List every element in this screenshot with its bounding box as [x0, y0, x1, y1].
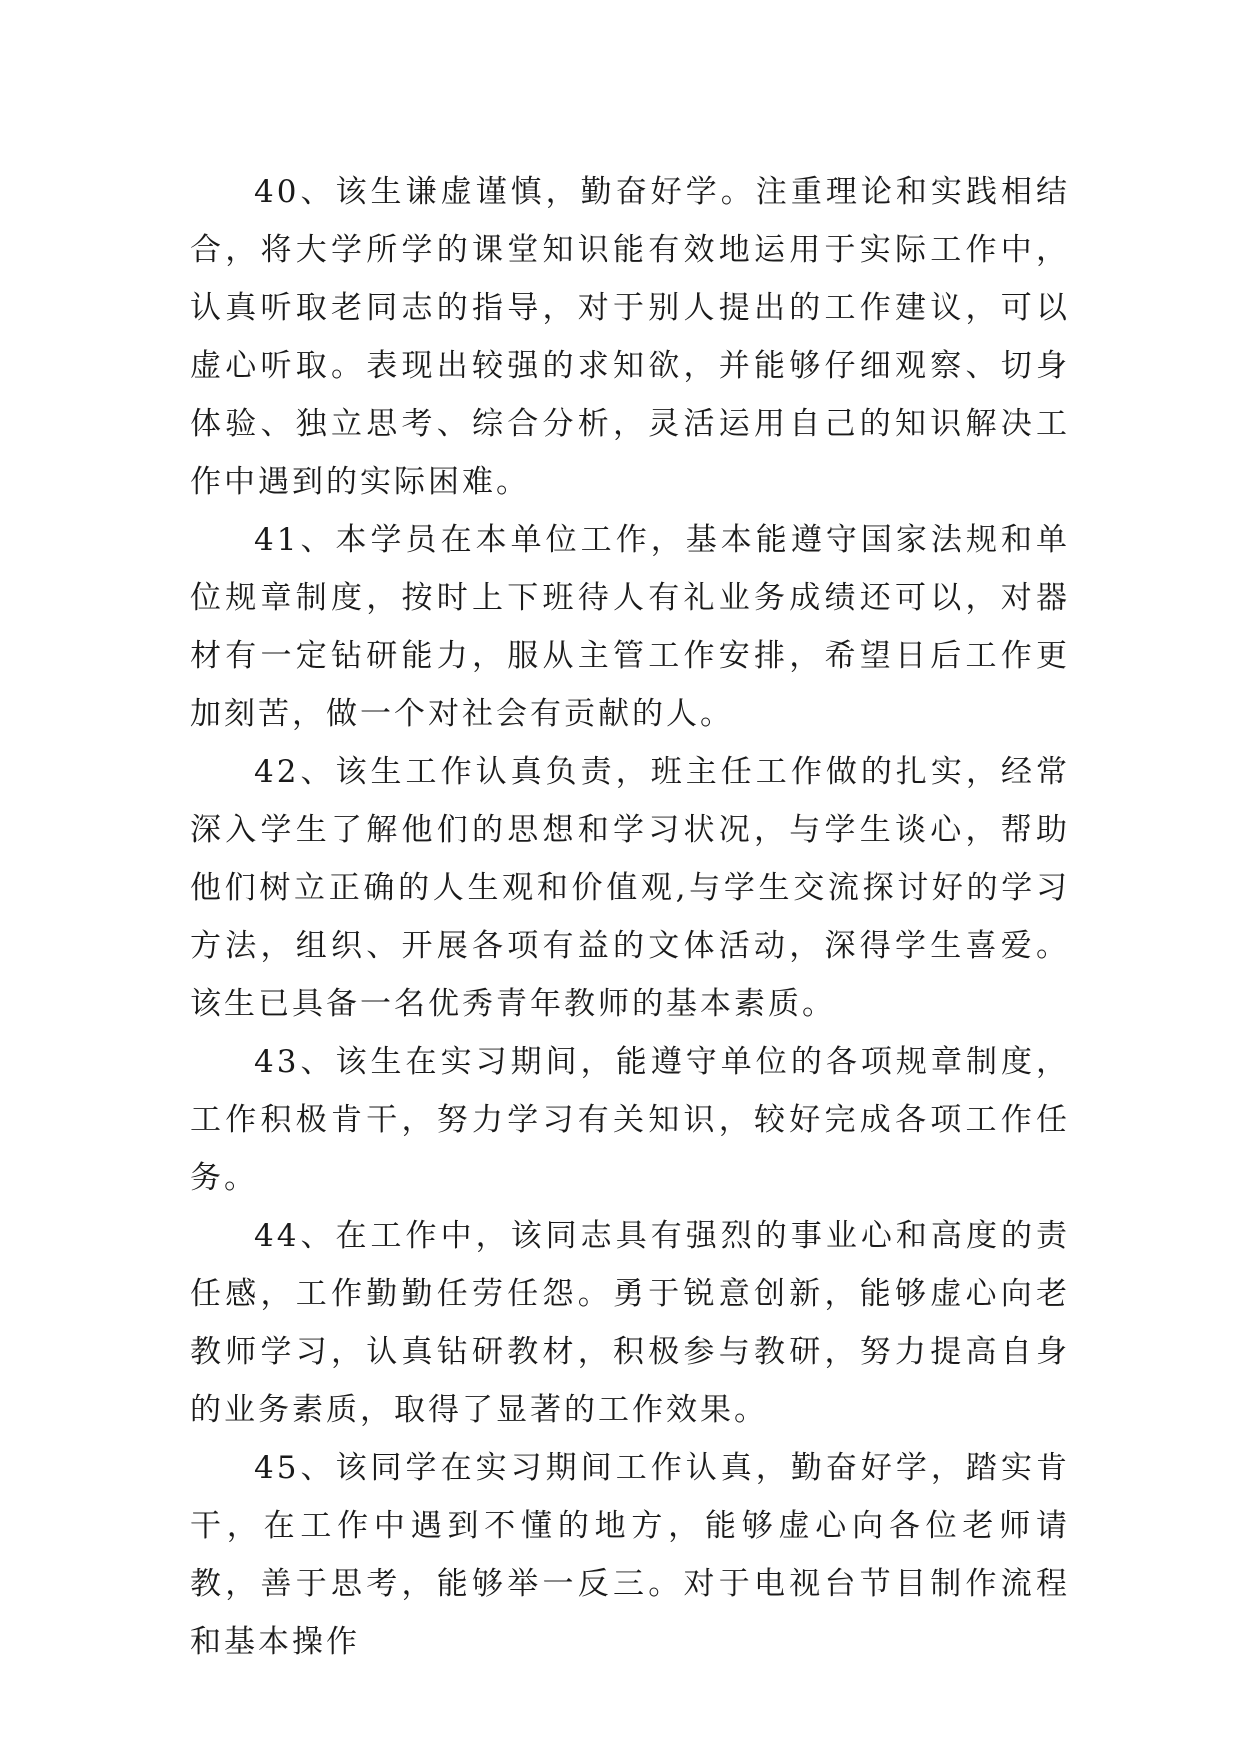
document-body [190, 163, 1070, 1671]
paragraph-40: 40、该生谦虚谨慎，勤奋好学。注重理论和实践相结合，将大学所学的课堂知识能有效地运用于实际工作中，认真听取老同志的指导，对于别人提出的工作建议，可以虚心听取。表现出较强的求知欲，并能够仔细观察、切身体验、独立思考、综合分析，灵活运用自己的知识解决工作中遇到的实际困难。 [190, 174, 1070, 500]
paragraph-45: 45、该同学在实习期间工作认真，勤奋好学，踏实肯干，在工作中遇到不懂的地方，能够虚心向各位老师请教，善于思考，能够举一反三。对于电视台节目制作流程和基本操作 [190, 1450, 1070, 1660]
paragraph-44: 44、在工作中，该同志具有强烈的事业心和高度的责任感，工作勤勤任劳任怨。勇于锐意创新，能够虚心向老教师学习，认真钻研教材，积极参与教研，努力提高自身的业务素质，取得了显著的工作效果。 [190, 1218, 1070, 1428]
paragraph-41: 41、本学员在本单位工作，基本能遵守国家法规和单位规章制度，按时上下班待人有礼业务成绩还可以，对器材有一定钻研能力，服从主管工作安排，希望日后工作更加刻苦，做一个对社会有贡献的人。 [190, 522, 1070, 732]
paragraph-42: 42、该生工作认真负责，班主任工作做的扎实，经常深入学生了解他们的思想和学习状况，与学生谈心，帮助他们树立正确的人生观和价值观,与学生交流探讨好的学习方法，组织、开展各项有益的文体活动，深得学生喜爱。该生已具备一名优秀青年教师的基本素质。 [190, 754, 1070, 1022]
paragraph-43: 43、该生在实习期间，能遵守单位的各项规章制度，工作积极肯干，努力学习有关知识，较好完成各项工作任务。 [190, 1044, 1070, 1196]
